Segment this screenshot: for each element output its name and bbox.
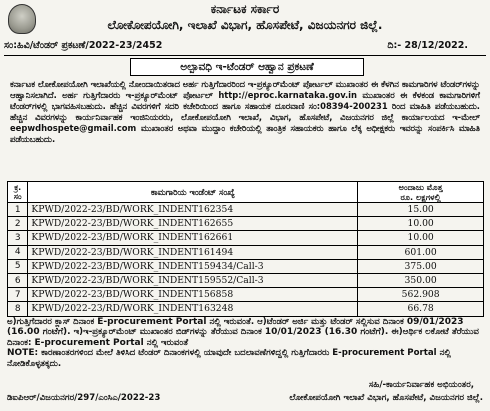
header-indent: ಕಾಮಗಾರಿಯ ಇಂಡೆಂಟ್ ಸಂಖ್ಯೆ <box>28 182 358 203</box>
footer-financial-label: ಈ)ಆರ್ಥಿಕ ಲಕೋಟೆ ತೆರೆಯುವ ದಿನಾಂಕ: <box>7 327 479 348</box>
row-serial: 1 <box>8 203 28 217</box>
table-row <box>8 259 484 273</box>
row-serial: 7 <box>8 288 28 302</box>
row-amount: 601.00 <box>358 245 484 259</box>
notice-footer <box>7 317 483 369</box>
footer-as-per: ನಲ್ಲಿ ಇರುವಂತೆ <box>146 337 189 348</box>
row-indent: KPWD/2022-23/BD/WORK_INDENT162354 <box>28 203 358 217</box>
row-indent: KPWD/2022-23/RD/WORK_INDENT163248 <box>28 302 358 316</box>
portal-url[interactable]: http://eproc.karnataka.gov.in <box>218 89 358 100</box>
row-indent: KPWD/2022-23/BD/WORK_INDENT156858 <box>28 288 358 302</box>
footer-open-label: ಇ)ಇ-ಪ್ರಕ್ಯೂರ್‌ಮೆಂಟ್ ಮುಖಾಂತರ ಬಿಡ್‌ಗಳನ್ನು ತೆರೆಯುವ ದಿನಾಂಕ <box>73 327 262 338</box>
body-intro: ಕರ್ನಾಟಕ ಲೋಕೋಪಯೋಗಿ ಇಲಾಖೆಯಲ್ಲಿ ನೋಂದಾಯಿತರಾದ ಅರ್ಹ ಗುತ್ತಿಗೆದಾರರಿಂದ ಇ-ಪ್ರಕ್ಯೂರ್‌ಮೆಂಟ್ ಪೋರ್ಟಲ್ ಮುಖಾಂತರ ಈ ಕೆಳಗಿನ ಕಾಮಗಾರಿಗಳ ಟೆಂಡರ್‌ಗಳನ್ನು ಆಹ್ವಾನಿಸಲಾಗಿದೆ. ಅರ್ಹ ಗುತ್ತಿಗೆದಾರರು ಇ-ಪ್ರಕ್ಯೂರ್‌ಮೆಂಟ್ ಪೋರ್ಟಲ್ <box>10 79 480 100</box>
notice-body <box>10 79 480 144</box>
footer-class-date-label: ಅ)ಗುತ್ತಿಗೆದಾರರ ಕ್ಲಾಸ್ ದಿನಾಂಕ <box>7 317 95 327</box>
row-amount: 15.00 <box>358 203 484 217</box>
footer-see-portal: ನಲ್ಲಿ ನೋಡಿಕೊಳ್ಳತಕ್ಕದು. <box>7 348 451 369</box>
row-serial: 8 <box>8 302 28 316</box>
header-divider <box>4 55 486 56</box>
table-row <box>8 203 484 217</box>
department-name: ಲೋಕೋಪಯೋಗಿ, ಇಲಾಖೆ ವಿಭಾಗ, ಹೊಸಪೇಟೆ, ವಿಜಯನಗರ ಜಿಲ್ಲೆ. <box>107 18 383 32</box>
indent-table <box>7 181 484 317</box>
row-amount: 10.00 <box>358 217 484 231</box>
signature: ಸಹಿ/-ಕಾರ್ಯನಿರ್ವಾಹಕ ಅಭಿಯಂತರ, <box>368 380 474 390</box>
row-indent: KPWD/2022-23/BD/WORK_INDENT159434/Call-3 <box>28 259 358 273</box>
body-details: ಮುಖಾಂತರ ಈ ಕೆಳಕಂಡ ಕಾಮಗಾರಿಗಳಿಗೆ ಟೆಂಡರ್‌ಗಳಲ್ಲಿ ಭಾಗವಹಿಸಬಹುದು. ಹೆಚ್ಚಿನ ವಿವರಗಳಿಗೆ ಸದರಿ ಕಚೇರಿಯಿಂದ ಹಾಗೂ ಸಹಾಯಕ ದೂರವಾಣಿ ಸಂ:08394-200231 ರಿಂದ ಮಾಹಿತಿ ಪಡೆಯಬಹುದು. ಹೆಚ್ಚಿನ ವಿವರಗಳನ್ನು ಕಾರ್ಯನಿರ್ವಾಹಕ ಇಂಜಿನಿಯರರು, ಲೋಕೋಪಯೋಗಿ ಇಲಾಖೆ, ವಿಭಾಗ, ಹೊಸಪೇಟೆ, ವಿಜಯನಗರ ಜಿಲ್ಲೆ ಕಾರ್ಯಾಲಯದ ಇ-ಮೇಲ್ eepwdhospete@gmail.com ಮುಖಾಂತರ ಅಥವಾ ಮುದ್ದಾಂ ಕಚೇರಿಯಲ್ಲಿ ತಾಂತ್ರಿಕ ಸಹಾಯಕರು ಹಾಗೂ ಲೆಕ್ಕ ಅಧೀಕ್ಷಕರು ಇವರನ್ನು ಸಂಪರ್ಕಿಸಿ ಮಾಹಿತಿ ಪಡೆಯಬಹುದು. <box>10 89 480 144</box>
bottom-line <box>7 393 483 403</box>
note-label: NOTE: <box>7 348 39 359</box>
header-amount <box>358 182 484 203</box>
footer-submit-label: ಸಲ್ಲಿಸುವ ದಿನಾಂಕ <box>355 317 404 327</box>
note-text: ಕಾರಣಾಂತರಗಳಿಂದ ಮೇಲೆ ತಿಳಿಸಿದ ಟೆಂಡರ್ ದಿನಾಂಕಗಳಲ್ಲಿ ಯಾವುದೇ ಬದಲಾವಣೆಗಳಿದ್ದಲ್ಲಿ ಗುತ್ತಿಗೆದಾರರು <box>41 348 330 359</box>
row-serial: 4 <box>8 245 28 259</box>
row-amount: 66.78 <box>358 302 484 316</box>
footer-portal-ref-3: E-procurement Portal <box>332 348 437 359</box>
reference-number: ಸಂ:ಹಿವಿ/ಟೆಂಡರ್ ಪ್ರಕಟಣೆ/2022-23/2452 <box>4 40 163 51</box>
row-indent: KPWD/2022-23/BD/WORK_INDENT161494 <box>28 245 358 259</box>
row-amount: 562.908 <box>358 288 484 302</box>
table-row <box>8 302 484 316</box>
row-amount: 375.00 <box>358 259 484 273</box>
header-amount-line1: ಅಂದಾಜು ಮೊತ್ತ <box>398 182 443 192</box>
header-serial: ಕ್ರ. ಸಂ <box>8 182 28 203</box>
dipr-reference: ಡಿಐಪಿಆರ್/ವಿಜಯನಗರ/297/ಎಂಸಿಎ/2022-23 <box>7 393 161 403</box>
row-serial: 3 <box>8 231 28 245</box>
header-amount-line2: ರೂ. ಲಕ್ಷಗಳಲ್ಲಿ <box>400 192 441 202</box>
footer-open-date: 10/01/2023 (16.30 ಗಂಟೆಗೆ). <box>264 327 389 338</box>
footer-portal-ref-1: E-procurement Portal <box>97 317 207 327</box>
row-serial: 2 <box>8 217 28 231</box>
footer-bid-intro: ನಲ್ಲಿ ಇರುವಂತೆ. ಆ)ಟೆಂಡರ್ ಅರ್ಜಿ ಮತ್ತು ಟೆಂಡರ್ <box>209 317 353 327</box>
row-serial: 5 <box>8 259 28 273</box>
table-row <box>8 217 484 231</box>
office-address: ಲೋಕೋಪಯೋಗಿ ಇಲಾಖೆ ವಿಭಾಗ, ಹೊಸಪೇಟೆ, ವಿಜಯನಗರ ಜಿಲ್ಲೆ. <box>289 393 483 403</box>
row-indent: KPWD/2022-23/BD/WORK_INDENT162655 <box>28 217 358 231</box>
row-amount: 10.00 <box>358 231 484 245</box>
row-indent: KPWD/2022-23/BD/WORK_INDENT159552/Call-3 <box>28 273 358 287</box>
table-row <box>8 245 484 259</box>
row-indent: KPWD/2022-23/BD/WORK_INDENT162661 <box>28 231 358 245</box>
row-serial: 6 <box>8 273 28 287</box>
notice-title: ಅಲ್ಪಾವಧಿ ಇ-ಟೆಂಡರ್ ಆಹ್ವಾನ ಪ್ರಕಟಣೆ <box>130 58 364 76</box>
table-header-row <box>8 182 484 203</box>
table-row <box>8 273 484 287</box>
government-name: ಕರ್ನಾಟಕ ಸರ್ಕಾರ <box>210 2 280 16</box>
table-row <box>8 231 484 245</box>
footer-portal-ref-2: E-procurement Portal <box>34 337 144 348</box>
notice-date: ದಿ:- 28/12/2022. <box>387 40 468 51</box>
row-amount: 350.00 <box>358 273 484 287</box>
reference-line <box>4 40 486 54</box>
table-row <box>8 288 484 302</box>
footer-submit-date: 09/01/2023 (16.00 ಗಂಟೆಗೆ). <box>7 317 464 338</box>
